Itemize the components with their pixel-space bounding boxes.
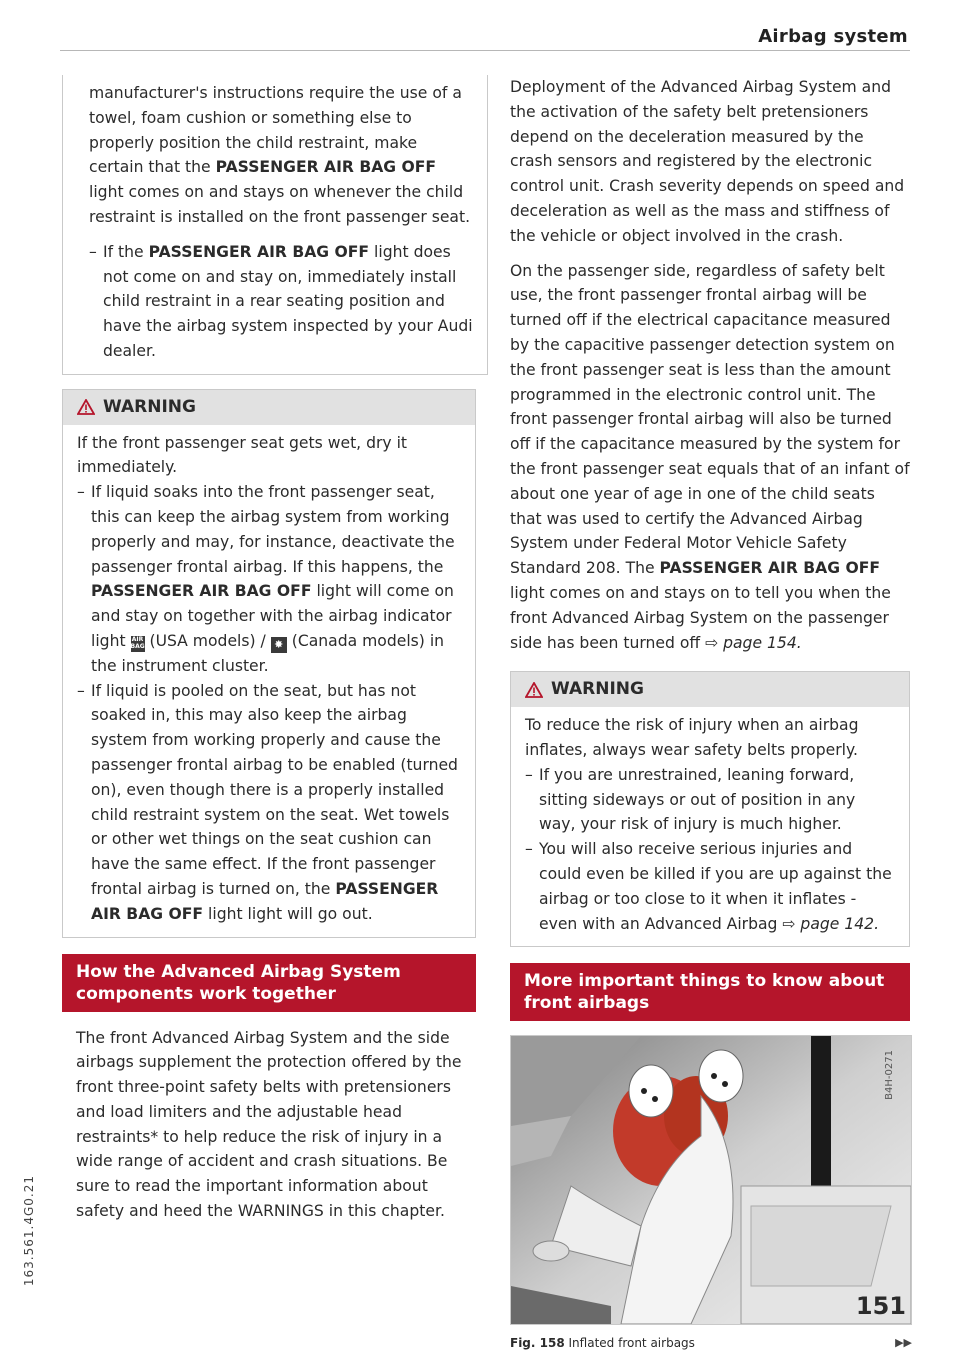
warning-triangle-icon [525, 682, 543, 698]
warning-header [63, 390, 475, 425]
section-paragraph: The front Advanced Airbag System and the side airbags supplement the protection offered by the front three-point safety belts with pretensioners and load limiters and the adjustable head restraints* to help reduce the risk of injury in a wide range of accident and crash situations. Be sure to read the important information about safety and heed the WARNINGS in this chapter. [76, 1028, 462, 1221]
warning-intro: If the front passenger seat gets wet, dry it immediately. [77, 433, 408, 477]
warning-bullet-list [77, 480, 461, 926]
list-item: – If you are unrestrained, leaning forward, sitting sideways or out of position in any way, your risk of injury is much higher. [525, 763, 895, 837]
list-item: – You will also receive serious injuries and could even be killed if you are up against the airbag or too close to it when it inflates - even with an Advanced Airbag ⇨ page 142. [525, 837, 895, 936]
warning-title: WARNING [551, 679, 644, 700]
note-bullet-list [89, 240, 475, 364]
warning-intro: To reduce the risk of injury when an airbag inflates, always wear safety belts properly. [525, 716, 859, 759]
passenger-side-paragraph: On the passenger side, regardless of safety belt use, the front passenger frontal airbag will be turned off if the electrical capacitance measured by the capacitive passenger detection system on the front passenger seat is less than the amount programmed in the electronic control unit. The front passenger frontal airbag will also be turned off if the capacitance measured by the system for the front passenger seat equals that of an infant of about one year of age in one of the child seats that was used to certify the Advanced Airbag System under Federal Motor Vehicle Safety Standard 208. The PASSENGER AIR BAG OFF light comes on and stays on to tell you when the front Advanced Airbag System on the passenger side has been turned off ⇨ page 154. [510, 261, 910, 652]
list-item: – If liquid is pooled on the seat, but has not soaked in, this may also keep the airbag system from working properly and cause the passenger frontal airbag to be enabled (turned on), even though there is a properly installed child restraint system on the seat. Wet towels or other wet things on the seat cushion can have the same effect. If the front passenger frontal airbag is turned on, the PASSENGER AIR BAG OFF light light will go out. [77, 679, 461, 927]
section-heading-front-airbags: More important things to know about front airbags [510, 963, 910, 1021]
figure-code: B4H-0271 [884, 1050, 896, 1101]
document-code: 163.561.4G0.21 [22, 1175, 36, 1287]
right-column [510, 75, 910, 1356]
warning-box-wet-seat [62, 389, 476, 938]
page-number: 151 [855, 1292, 906, 1320]
note-paragraph: manufacturer's instructions require the use of a towel, foam cushion or something else to properly position the child restraint, make certain that the PASSENGER AIR BAG OFF light comes on and stays on whenever the child restraint is installed on the front passenger seat. [89, 84, 471, 226]
left-column [76, 75, 476, 1234]
page-header-title: Airbag system [758, 26, 908, 47]
warning-bullet-list [525, 763, 895, 937]
warning-triangle-icon [77, 399, 95, 415]
warning-title: WARNING [103, 396, 196, 417]
continue-arrow-icon: ▶▶ [895, 1336, 912, 1350]
page-reference-link[interactable]: ⇨ page 142. [782, 914, 880, 933]
airbag-indicator-usa-icon: AIR BAG [130, 635, 145, 650]
figure-caption [510, 1331, 910, 1356]
warning-box-safety-belts [510, 671, 910, 947]
figure-inflated-airbags [510, 1035, 912, 1325]
warning-header [511, 672, 909, 707]
deployment-paragraph: Deployment of the Advanced Airbag System and the activation of the safety belt pretensioners depend on the deceleration measured by the crash sensors and registered by the electronic control unit. Crash severity depends on speed and deceleration as well as the mass and stiffness of the vehicle or object involved in the crash. [510, 78, 905, 245]
airbag-illustration [511, 1036, 911, 1324]
header-divider [60, 50, 910, 51]
warning-body [511, 707, 909, 946]
airbag-indicator-canada-icon: ✸ [271, 637, 287, 653]
child-restraint-note-box [62, 75, 488, 375]
list-item: – If liquid soaks into the front passenger seat, this can keep the airbag system from working properly and may, for instance, deactivate the passenger frontal airbag. If this happens, the PASSENGER AIR BAG OFF light will come on and stay on together with the airbag indicator light AIR BAG (USA models) / ✸ (Canada models) in the instrument cluster. [77, 480, 461, 678]
figure-label: Fig. 158 [510, 1336, 565, 1351]
section-heading-components: How the Advanced Airbag System components work together [62, 954, 476, 1012]
page-reference-link[interactable]: ⇨ page 154. [705, 633, 802, 652]
list-item: – If the PASSENGER AIR BAG OFF light does not come on and stay on, immediately install child restraint in a rear seating position and have the airbag system inspected by your Audi dealer. [89, 240, 475, 364]
figure-caption-text: Inflated front airbags [568, 1336, 695, 1351]
warning-body [63, 425, 475, 937]
